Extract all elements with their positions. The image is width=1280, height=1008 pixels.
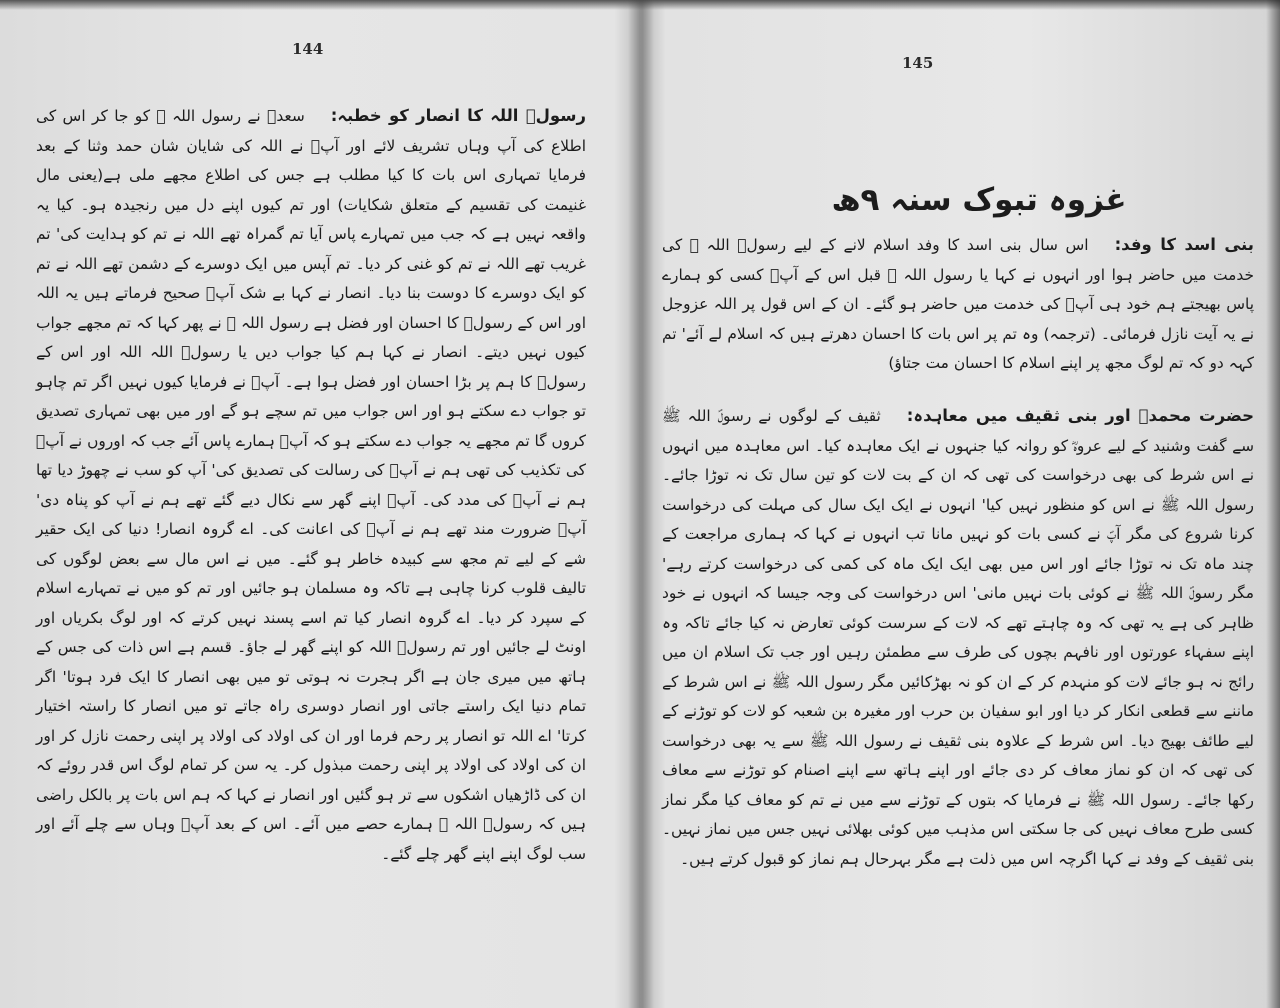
chapter-title: غزوہ تبوک سنہ ۹ھ — [831, 182, 1127, 218]
right-page — [654, 0, 1266, 1008]
section-heading-bani-asad: بنی اسد کا وفد: — [1114, 235, 1254, 254]
book-gutter — [628, 0, 654, 1008]
section-heading-bani-thaqif: حضرت محمدؐ اور بنی ثقیف میں معاہدہ: — [906, 406, 1255, 425]
left-page — [0, 0, 628, 1008]
section-text-bani-thaqif: ثقیف کے لوگوں نے رسولؐ اللہ ﷺ سے گفت وشنید کے لیے عروہؓ کو روانہ کیا جنہوں نے ایک معاہدہ کیا۔ اس معاہدہ میں انہوں نے اس شرط کی بھی درخواست کی تھی کہ ان کے بت لات کو تین سال تک نہ توڑا جائے۔ رسول اللہ ﷺ نے اس کو منظور نہیں کیا' انہوں نے ایک ایک سال کی مہلت کی درخواست کرنا شروع کی مگر آپؐ نے کسی بات کو نہیں مانا تب انہوں نے کہا کہ ہماری مراجعت کے چند ماہ تک نہ توڑا جائے اور اس میں بھی ایک ایک ماہ کی کمی کی درخواست کرتے رہے' مگر رسولؐ اللہ ﷺ نے کوئی بات نہیں مانی' اس درخواست کی وجہ جیسا کہ انہوں نے خود ظاہر کی ہے یہ تھی کہ وہ چاہتے تھے کہ لات کے سرست کوئی تعارض نہ کیا جائے تاکہ وہ اپنے سفہاء عورتوں اور نافہم بچوں کی طرف سے مطمئن رہیں اور جب تک اسلام ان میں رائج نہ ہو جائے لات کو منہدم کر کے ان کو نہ بھڑکائیں مگر رسول اللہ ﷺ نے اس شرط کے ماننے سے قطعی انکار کر دیا اور ابو سفیان بن حرب اور مغیرہ بن شعبہ کو لات کو توڑنے کے لیے طائف بھیج دیا۔ اس شرط کے علاوہ بنی ثقیف نے رسول اللہ ﷺ سے یہ بھی درخواست کی تھی کہ ان کو نماز معاف کر دی جائے اور اپنے ہاتھ سے اپنے اصنام کو توڑنے سے معاف رکھا جائے۔ رسول اللہ ﷺ نے فرمایا کہ بتوں کے توڑنے سے میں نے تم کو معاف کیا مگر نماز کسی طرح معاف نہیں کی جا سکتی اس مذہب میں کوئی بھلائی نہیں جس میں نماز نہیں۔ بنی ثقیف کے وفد نے کہا اگرچہ اس میں ذلت ہے مگر بہرحال ہم نماز کو قبول کرتے ہیں۔ — [662, 407, 1254, 868]
left-page-text: سعدؓ نے رسول اللہ ﷺ کو جا کر اس کی اطلاع کی آپ وہاں تشریف لائے اور آپؐ نے اللہ کی شایان شان حمد وثنا کے بعد فرمایا تمہاری اس بات کا کیا مطلب ہے جس کی اطلاع مجھے ملی ہے(یعنی مال غنیمت کی تقسیم کے متعلق شکایات) اور تم کیوں اپنے دل میں رنجیدہ ہو۔ کیا یہ واقعہ نہیں ہے کہ جب میں تمہارے پاس آیا تم گمراہ تھے اللہ نے تم کو ہدایت کی' تم غریب تھے اللہ نے تم کو غنی کر دیا۔ تم آپس میں ایک دوسرے کے دشمن تھے اللہ نے تم کو ایک دوسرے کا دوست بنا دیا۔ انصار نے کہا بے شک آپؐ صحیح فرماتے ہیں یہ اللہ اور اس کے رسولؐ کا احسان اور فضل ہے رسول اللہ ﷺ نے پھر کہا کہ تم مجھے جواب کیوں نہیں دیتے۔ انصار نے کہا ہم کیا جواب دیں یا رسولؐ اللہ اللہ اور اس کے رسولؐ کا ہم پر بڑا احسان اور فضل ہوا ہے۔ آپؐ نے فرمایا کیوں نہیں اگر تم چاہو تو جواب دے سکتے ہو اور اس جواب میں تم سچے ہو گے اور میں بھی تمہاری تصدیق کروں گا تم مجھے یہ جواب دے سکتے ہو کہ آپؐ ہمارے پاس آئے جب کہ اوروں نے آپؐ کی تکذیب کی تھی ہم نے آپؐ کی رسالت کی تصدیق کی' آپ کو سب نے چھوڑ دیا تھا ہم نے آپؐ کی مدد کی۔ آپؐ اپنے گھر سے نکال دیے گئے تھے ہم نے آپ کو پناہ دی' آپؐ ضرورت مند تھے ہم نے آپؐ کی اعانت کی۔ اے گروہ انصار! دنیا کی ایک حقیر شے کے لیے تم مجھ سے کبیدہ خاطر ہو گئے۔ میں نے اس مال سے بعض لوگوں کی تالیف قلوب کرنا چاہی ہے تاکہ وہ مسلمان ہو جائیں اور تم کو میں نے تمہارے اسلام کے سپرد کر دیا۔ اے گروہ انصار کیا تم اسے پسند نہیں کرتے کہ اور لوگ بکریاں اور اونٹ لے جائیں اور تم رسولؐ اللہ کو اپنے گھر لے جاؤ۔ قسم ہے اس ذات کی جس کے ہاتھ میں میری جان ہے اگر ہجرت نہ ہوتی تو میں بھی انصار کا ایک فرد ہوتا' اگر تمام دنیا ایک راستے جاتی اور انصار دوسری راہ جاتے تو میں انصار کا راستہ اختیار کرتا' اے اللہ تو انصار پر رحم فرما اور ان کی اولاد کی اولاد پر اپنی رحمت نازل کر اور ان کی اولاد کی اولاد پر اپنی رحمت مبذول کر۔ یہ سن کر تمام لوگ اس قدر روئے کہ ان کی ڈاڑھیاں اشکوں سے تر ہو گئیں اور انصار نے کہا کہ ہم اس بات پر بالکل راضی ہیں کہ رسولؐ اللہ ﷺ ہمارے حصے میں آئے۔ اس کے بعد آپؐ وہاں سے چلے آئے اور سب لوگ اپنے اپنے گھر چلے گئے۔ — [36, 107, 586, 863]
page-number-right: 145 — [902, 54, 934, 72]
section-bani-thaqif — [662, 401, 1254, 874]
section-text-bani-asad: اس سال بنی اسد کا وفد اسلام لانے کے لیے رسولؐ اللہ ﷺ کی خدمت میں حاضر ہوا اور انہوں نے کہا یا رسول اللہ ﷺ قبل اس کے آپؐ کسی کو ہمارے پاس بھیجتے ہم خود ہی آپؐ کی خدمت میں حاضر ہو گئے۔ ان کے اس قول پر اللہ عزوجل نے یہ آیت نازل فرمائی۔ (ترجمہ) وہ تم پر اس بات کا احسان دھرتے ہیں کہ اسلام لے آئے' تم کہہ دو کہ تم لوگ مجھ پر اپنے اسلام کا احسان مت جتاؤ) — [662, 236, 1254, 372]
left-page-body — [36, 101, 586, 869]
page-edge-shadow — [1266, 0, 1280, 1008]
section-bani-asad — [662, 230, 1254, 379]
page-number-left: 144 — [292, 40, 324, 58]
section-heading-ansar-sermon: رسولؐ اللہ کا انصار کو خطبہ: — [330, 106, 586, 125]
